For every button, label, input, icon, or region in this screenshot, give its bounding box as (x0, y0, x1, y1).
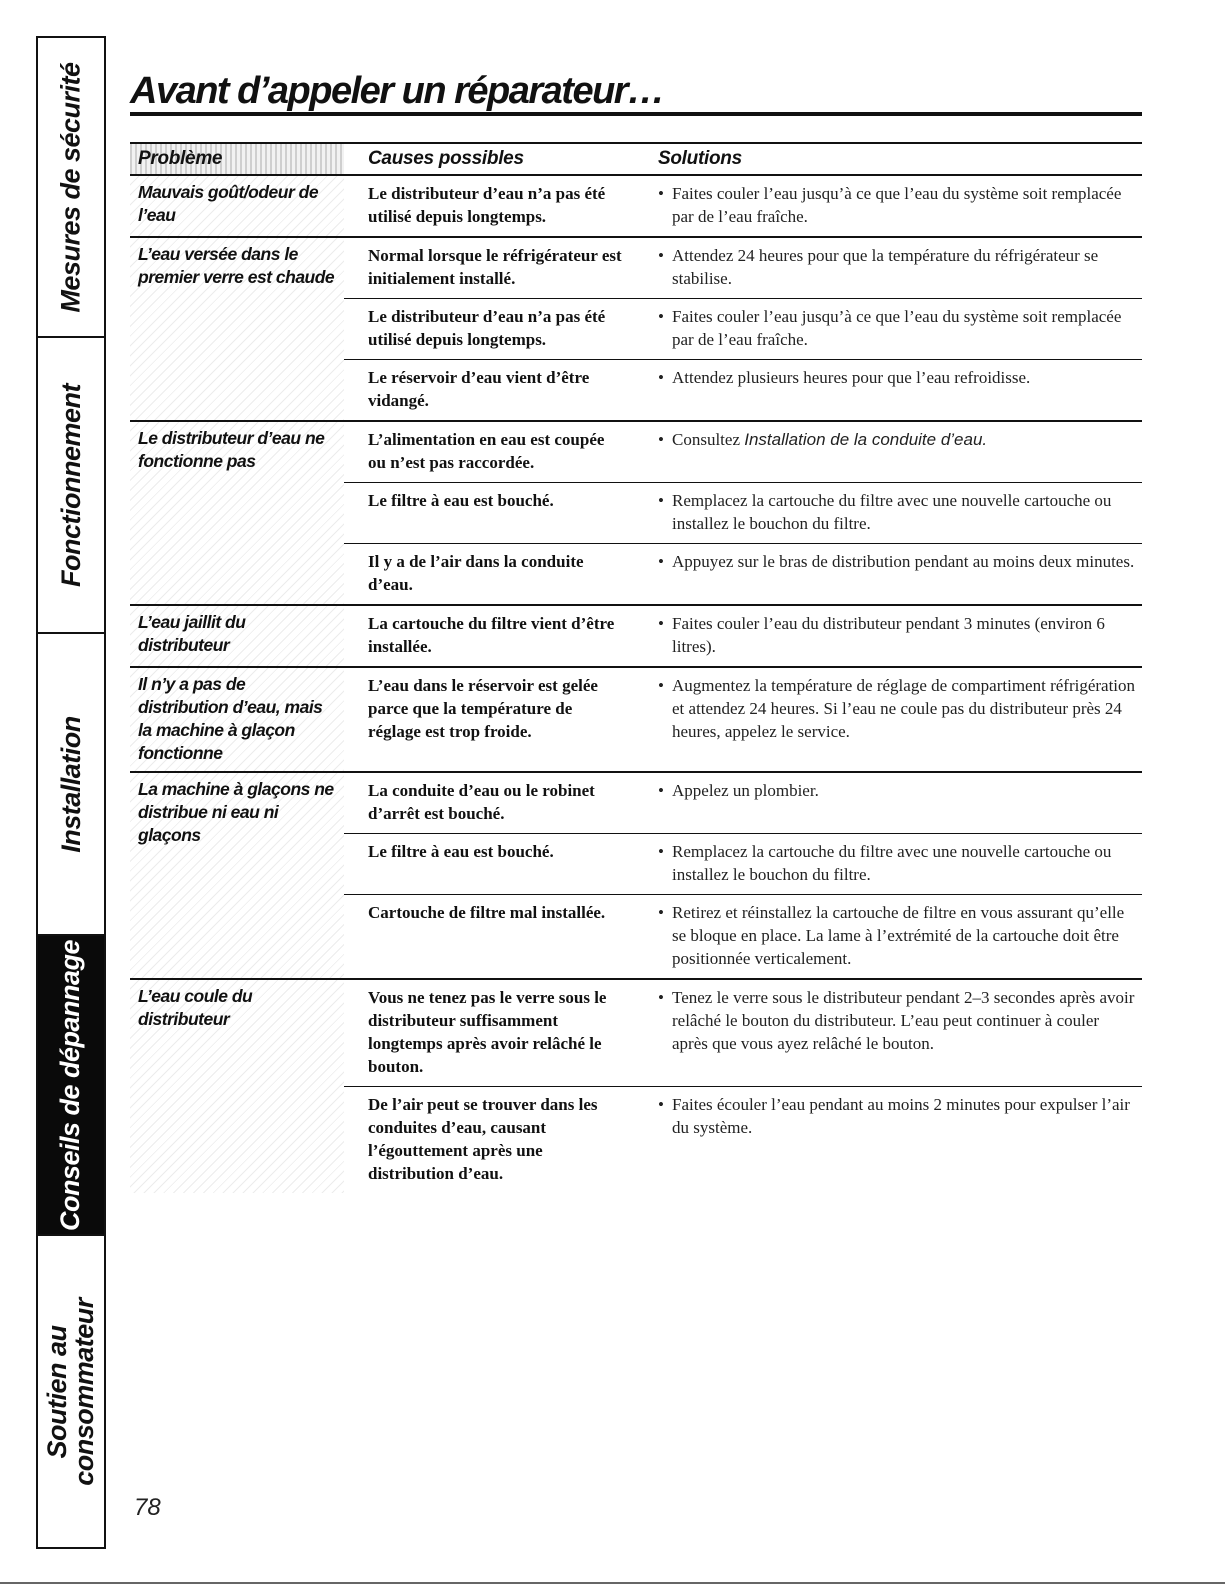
bullet-icon: • (658, 988, 664, 1007)
sidebar-tab-line: Mesures de sécurité (55, 61, 86, 313)
bullet-icon: • (658, 903, 664, 922)
table-row (344, 1086, 1142, 1193)
table-row (344, 298, 1142, 359)
cause-text: De l’air peut se trouver dans les conduites d’eau, causant l’égouttement après une distribution d’eau. (368, 1095, 598, 1183)
table-row (344, 482, 1142, 543)
solution-text: Attendez plusieurs heures pour que l’eau refroidisse. (672, 368, 1031, 387)
title-rule (130, 112, 1142, 116)
troubleshooting-table (130, 142, 1142, 1193)
solution-cell (634, 668, 1142, 751)
solution-cell (634, 980, 1142, 1086)
problem-cell (130, 980, 344, 1193)
cause-text: Il y a de l’air dans la conduite d’eau. (368, 552, 584, 594)
cause-text: Le distributeur d’eau n’a pas été utilisé depuis longtemps. (368, 307, 606, 349)
problem-group (130, 606, 1142, 668)
causes-column (344, 176, 1142, 236)
solution-text: Faites couler l’eau jusqu’à ce que l’eau du système soit remplacée par de l’eau fraîche. (672, 307, 1122, 349)
cause-text: Normal lorsque le réfrigérateur est initialement installé. (368, 246, 622, 288)
cause-text: Le distributeur d’eau n’a pas été utilisé depuis longtemps. (368, 184, 606, 226)
sidebar-tab[interactable] (38, 38, 104, 338)
table-row (344, 606, 1142, 666)
bullet-icon: • (658, 676, 664, 695)
solution-cell (634, 895, 1142, 978)
table-row (344, 668, 1142, 751)
solution-text: Faites couler l’eau du distributeur pendant 3 minutes (environ 6 litres). (672, 614, 1105, 656)
sidebar-tab-line: Fonctionnement (55, 383, 86, 587)
solution-cell (634, 299, 1142, 359)
sidebar-tab-label (55, 715, 86, 853)
bullet-icon: • (658, 368, 664, 387)
problem-cell (130, 422, 344, 604)
solution-cell (634, 360, 1142, 420)
sidebar-tab-line: consommateur (69, 1297, 99, 1486)
problem-label: L’eau coule du distributeur (138, 986, 253, 1029)
header-problem: Problème (130, 144, 344, 174)
bullet-icon: • (658, 552, 664, 571)
sidebar-tab-label (44, 1298, 98, 1486)
solution-text: Augmentez la température de réglage de compartiment réfrigération et attendez 24 heures. Si l’eau ne coule pas du distributeur près 24 heures, appelez le service. (672, 676, 1136, 741)
solution-text: Appuyez sur le bras de distribution pendant au moins deux minutes. (672, 552, 1135, 571)
table-row (344, 543, 1142, 604)
solution-cell (634, 422, 1142, 482)
page-number: 78 (134, 1494, 161, 1521)
sidebar-tab[interactable] (38, 936, 104, 1236)
problem-group (130, 980, 1142, 1193)
sidebar-tab-label (55, 939, 86, 1231)
table-row (344, 980, 1142, 1086)
causes-column (344, 606, 1142, 666)
bottom-rule (0, 1582, 1225, 1584)
sidebar-tab-label (55, 383, 86, 587)
bullet-icon: • (658, 614, 664, 633)
sidebar-tab-line: Soutien au (42, 1325, 72, 1459)
solution-text: Faites écouler l’eau pendant au moins 2 minutes pour expulser l’air du système. (672, 1095, 1130, 1137)
sidebar-tab[interactable] (38, 338, 104, 634)
bullet-icon: • (658, 184, 664, 203)
section-tabs (36, 36, 106, 1549)
problem-cell (130, 606, 344, 666)
table-row (344, 238, 1142, 298)
problem-label: Il n’y a pas de distribution d’eau, mais la machine à glaçon fonctionne (138, 674, 323, 763)
sidebar-tab-label (55, 61, 86, 313)
causes-column (344, 773, 1142, 978)
page-title: Avant d’appeler un réparateur… (130, 70, 664, 112)
problem-cell (130, 773, 344, 978)
problem-group (130, 422, 1142, 606)
cause-text: Le filtre à eau est bouché. (368, 491, 554, 510)
solution-text: Remplacez la cartouche du filtre avec une nouvelle cartouche ou installez le bouchon du filtre. (672, 842, 1112, 884)
table-row (344, 773, 1142, 833)
causes-column (344, 668, 1142, 771)
solution-text: Tenez le verre sous le distributeur pendant 2–3 secondes après avoir relâché le bouton du distributeur. L’eau peut continuer à couler après que vous ayez relâché le bouton. (672, 988, 1135, 1053)
solution-cell (634, 483, 1142, 543)
table-row (344, 422, 1142, 482)
solution-cell (634, 544, 1142, 604)
sidebar-tab[interactable] (38, 634, 104, 936)
header-causes: Causes possibles (368, 148, 524, 169)
cause-text: Cartouche de filtre mal installée. (368, 903, 606, 922)
cause-text: Le filtre à eau est bouché. (368, 842, 554, 861)
cause-text: Vous ne tenez pas le verre sous le distributeur suffisamment longtemps après avoir relâché le bouton. (368, 988, 607, 1076)
solution-text: Retirez et réinstallez la cartouche de filtre en vous assurant qu’elle se bloque en place. La lame à l’extrémité de la cartouche doit être positionnée verticalement. (672, 903, 1125, 968)
table-row (344, 359, 1142, 420)
bullet-icon: • (658, 1095, 664, 1114)
sidebar-tab[interactable] (38, 1236, 104, 1547)
table-header (130, 142, 1142, 176)
solution-cell (634, 773, 1142, 833)
bullet-icon: • (658, 430, 664, 449)
problem-cell (130, 176, 344, 236)
table-row (344, 833, 1142, 894)
problem-label: La machine à glaçons ne distribue ni eau ni glaçons (138, 779, 334, 845)
cause-text: L’eau dans le réservoir est gelée parce que la température de réglage est trop froide. (368, 676, 598, 741)
bullet-icon: • (658, 842, 664, 861)
causes-column (344, 980, 1142, 1193)
problem-label: Mauvais goût/odeur de l’eau (138, 182, 319, 225)
table-body (130, 176, 1142, 1193)
bullet-icon: • (658, 246, 664, 265)
bullet-icon: • (658, 307, 664, 326)
solution-cell (634, 176, 1142, 236)
solution-text: Attendez 24 heures pour que la température du réfrigérateur se stabilise. (672, 246, 1099, 288)
sidebar-tab-line: Installation (55, 715, 86, 853)
problem-cell (130, 238, 344, 420)
solution-text: Remplacez la cartouche du filtre avec une nouvelle cartouche ou installez le bouchon du filtre. (672, 491, 1112, 533)
bullet-icon: • (658, 491, 664, 510)
header-solutions: Solutions (658, 148, 742, 169)
cause-text: L’alimentation en eau est coupée ou n’est pas raccordée. (368, 430, 605, 472)
problem-group (130, 668, 1142, 773)
table-row (344, 894, 1142, 978)
solution-text: Consultez (672, 430, 745, 449)
problem-label: Le distributeur d’eau ne fonctionne pas (138, 428, 325, 471)
solution-text: Appelez un plombier. (672, 781, 819, 800)
causes-column (344, 422, 1142, 604)
solution-reference: Installation de la conduite d’eau. (744, 430, 988, 449)
problem-group (130, 176, 1142, 238)
table-row (344, 176, 1142, 236)
causes-column (344, 238, 1142, 420)
cause-text: Le réservoir d’eau vient d’être vidangé. (368, 368, 590, 410)
solution-text: Faites couler l’eau jusqu’à ce que l’eau du système soit remplacée par de l’eau fraîche. (672, 184, 1122, 226)
solution-cell (634, 834, 1142, 894)
cause-text: La conduite d’eau ou le robinet d’arrêt est bouché. (368, 781, 595, 823)
solution-cell (634, 238, 1142, 298)
problem-label: L’eau versée dans le premier verre est chaude (138, 244, 335, 287)
problem-label: L’eau jaillit du distributeur (138, 612, 246, 655)
problem-group (130, 773, 1142, 980)
bullet-icon: • (658, 781, 664, 800)
solution-cell (634, 606, 1142, 666)
cause-text: La cartouche du filtre vient d’être installée. (368, 614, 615, 656)
sidebar-tab-line: Conseils de dépannage (55, 939, 86, 1231)
solution-cell (634, 1087, 1142, 1193)
problem-group (130, 238, 1142, 422)
problem-cell (130, 668, 344, 771)
